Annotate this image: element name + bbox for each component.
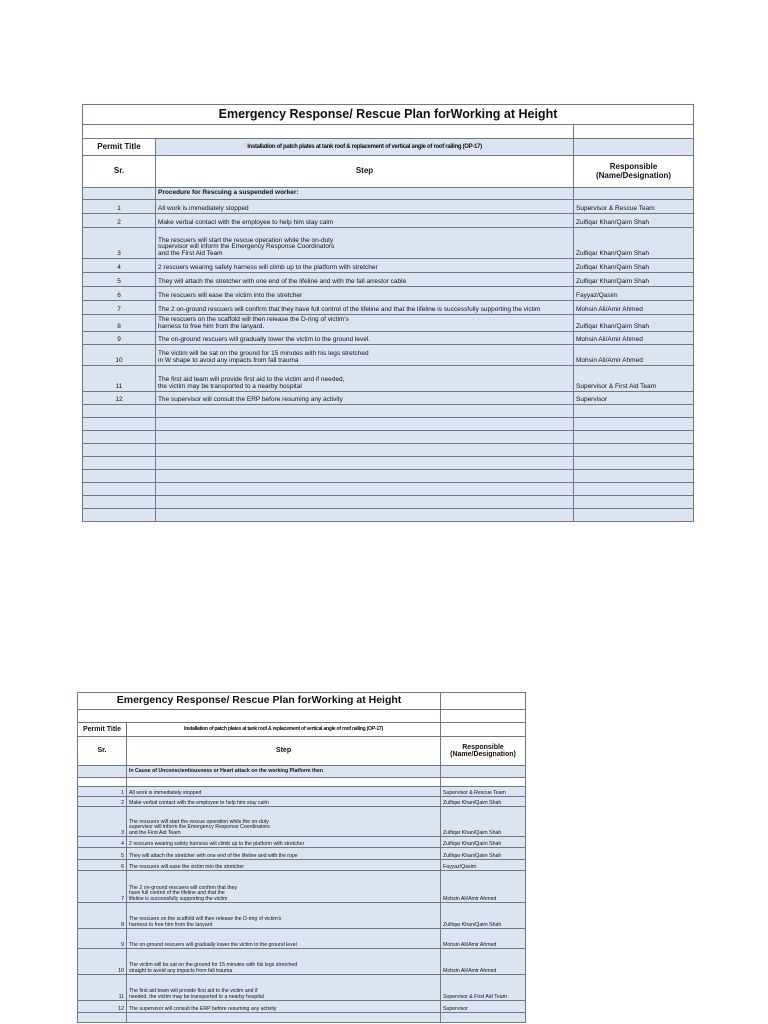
row-responsible[interactable]: Fayyaz/Qasim [574,287,694,301]
row-sr[interactable]: 3 [78,807,127,837]
row-step[interactable]: The supervisor will consult the ERP before resuming any activity [156,392,574,405]
procedure-heading[interactable]: In Cause of Unconscientiousness or Heart attack on the working Platform then [127,766,441,778]
row-responsible[interactable]: Zulfiqar Khan/Qaim Shah [441,848,526,860]
row-responsible[interactable]: Zulfiqar Khan/Qaim Shah [574,214,694,228]
row-step[interactable]: All work is immediately stopped [127,787,441,797]
row-responsible[interactable]: Mohsin Ali/Amir Ahmed [574,301,694,315]
empty-cell[interactable] [156,496,574,509]
empty-cell[interactable] [127,778,441,787]
row-responsible[interactable]: Zulfiqar Khan/Qaim Shah [574,273,694,287]
empty-cell[interactable] [156,431,574,444]
empty-cell[interactable] [83,405,156,418]
row-sr[interactable]: 3 [83,228,156,259]
row-sr[interactable]: 9 [78,929,127,949]
row-responsible[interactable]: Supervisor & Rescue Team [574,200,694,214]
column-header-step: Step [127,737,441,766]
row-responsible[interactable]: Zulfiqar Khan/Qaim Shah [441,837,526,848]
row-sr[interactable]: 8 [83,315,156,332]
row-responsible[interactable]: Zulfiqar Khan/Qaim Shah [441,797,526,807]
row-responsible[interactable]: Supervisor [441,1001,526,1013]
row-sr[interactable]: 1 [78,787,127,797]
row-step[interactable]: The rescuers on the scaffold will then release the D-ring of victim's harness to free him from the lanyard. [156,315,574,332]
row-step[interactable]: The 2 on-ground rescuers will confirm that they have full control of the lifeline and that the lifeline is successfully supporting the victim [127,871,441,903]
sheet-title: Emergency Response/ Rescue Plan forWorking at Height [83,105,694,125]
row-step[interactable]: The victim will be sat on the ground for 15 minutes with his legs stretched in W shape to avoid any impacts from fall trauma [156,345,574,366]
row-step[interactable]: Make verbal contact with the employee to help him stay calm [127,797,441,807]
row-step[interactable]: The rescuers on the scaffold will then release the D-ring of victim's harness to free him from the lanyard [127,903,441,929]
empty-cell[interactable] [156,405,574,418]
empty-cell[interactable] [83,509,156,522]
empty-cell[interactable] [83,444,156,457]
empty-cell[interactable] [574,418,694,431]
column-header-responsible: Responsible (Name/Designation) [574,156,694,188]
row-responsible[interactable]: Supervisor & Rescue Team [441,787,526,797]
blank-cell [78,710,441,723]
empty-cell[interactable] [83,483,156,496]
row-sr[interactable]: 7 [78,871,127,903]
row-sr[interactable]: 9 [83,332,156,345]
row-step[interactable]: The rescuers will ease the victim into the stretcher [127,860,441,871]
empty-cell[interactable] [83,418,156,431]
empty-cell[interactable] [156,483,574,496]
row-responsible[interactable]: Zulfiqar Khan/Qaim Shah [574,259,694,273]
row-sr[interactable]: 2 [78,797,127,807]
empty-cell[interactable] [83,470,156,483]
empty-cell[interactable] [83,457,156,470]
row-sr[interactable]: 12 [83,392,156,405]
row-step[interactable]: They will attach the stretcher with one end of the lifeline and with the fall arrestor cable [156,273,574,287]
empty-cell[interactable] [156,509,574,522]
empty-cell[interactable] [156,418,574,431]
rescue-plan-sheet-2 [77,692,526,1023]
row-step[interactable]: The victim will be sat on the ground for 15 minutes with his legs stretched straight to avoid any impacts from fall trauma [127,949,441,975]
empty-cell[interactable] [127,1013,441,1023]
row-sr[interactable]: 5 [83,273,156,287]
empty-cell[interactable] [574,509,694,522]
row-responsible[interactable]: Fayyaz/Qasim [441,860,526,871]
row-responsible[interactable]: Zulfiqar Khan/Qaim Shah [574,315,694,332]
row-sr[interactable]: 8 [78,903,127,929]
empty-cell[interactable] [83,431,156,444]
permit-title-label: Permit Title [78,723,127,737]
row-responsible[interactable]: Mohsin Ali/Amir Ahmed [441,929,526,949]
empty-cell[interactable] [574,483,694,496]
column-header-step: Step [156,156,574,188]
blank-cell [83,125,574,139]
row-responsible[interactable]: Mohsin Ali/Amir Ahmed [441,949,526,975]
blank-cell[interactable] [441,766,526,778]
empty-cell[interactable] [441,778,526,787]
row-sr[interactable]: 10 [83,345,156,366]
row-step[interactable]: The rescuers will start the rescue operation while the on-duty supervisor will inform the Emergency Response Coordinators and the First Aid Team [156,228,574,259]
empty-cell[interactable] [574,457,694,470]
empty-cell[interactable] [441,1013,526,1023]
empty-cell[interactable] [78,1013,127,1023]
blank-cell[interactable] [441,723,526,737]
empty-cell[interactable] [574,496,694,509]
empty-cell[interactable] [574,470,694,483]
row-responsible[interactable]: Mohsin Ali/Amir Ahmed [574,332,694,345]
column-header-responsible: Responsible (Name/Designation) [441,737,526,766]
row-responsible[interactable]: Mohsin Ali/Amir Ahmed [441,871,526,903]
empty-cell[interactable] [574,405,694,418]
row-sr[interactable]: 12 [78,1001,127,1013]
row-step[interactable]: The supervisor will consult the ERP before resuming any activity [127,1001,441,1013]
blank-cell[interactable] [83,188,156,200]
blank-cell [441,710,526,723]
empty-cell[interactable] [156,470,574,483]
row-responsible[interactable]: Supervisor & First Aid Team [574,366,694,392]
row-responsible[interactable]: Zulfiqar Khan/Qaim Shah [574,228,694,259]
row-step[interactable]: The 2 on-ground rescuers will confirm that they have full control of the lifeline and that the lifeline is successfully supporting the victim [156,301,574,315]
row-responsible[interactable]: Mohsin Ali/Amir Ahmed [574,345,694,366]
row-sr[interactable]: 7 [83,301,156,315]
row-responsible[interactable]: Zulfiqar Khan/Qaim Shah [441,903,526,929]
row-sr[interactable]: 6 [78,860,127,871]
column-header-sr: Sr. [78,737,127,766]
row-step[interactable]: The first aid team will provide first aid to the victim and if needed, the victim may be transported to a nearby hospital [156,366,574,392]
blank-cell [574,125,694,139]
blank-cell[interactable] [574,188,694,200]
permit-title-value[interactable]: Installation of patch plates at tank roof & replacement of vertical angle of roof railing (OP-17) [127,723,441,737]
row-responsible[interactable]: Supervisor & First Aid Team [441,975,526,1001]
row-step[interactable]: 2 rescuers wearing safety harness will climb up to the platform with stretcher [156,259,574,273]
empty-cell[interactable] [156,444,574,457]
row-step[interactable]: The on-ground rescuers will gradually lower the victim to the ground level [127,929,441,949]
row-sr[interactable]: 4 [83,259,156,273]
row-step[interactable]: Make verbal contact with the employee to help him stay calm [156,214,574,228]
row-sr[interactable]: 6 [83,287,156,301]
row-sr[interactable]: 1 [83,200,156,214]
sheet-title: Emergency Response/ Rescue Plan forWorking at Height [78,693,441,710]
row-responsible[interactable]: Zulfiqar Khan/Qaim Shah [441,807,526,837]
empty-cell[interactable] [156,457,574,470]
row-step[interactable]: They will attach the stretcher with one end of the lifeline and with the rope [127,848,441,860]
procedure-heading[interactable]: Procedure for Rescuing a suspended worker: [156,188,574,200]
row-sr[interactable]: 11 [83,366,156,392]
empty-cell[interactable] [78,778,127,787]
row-step[interactable]: The on-ground rescuers will gradually lower the victim to the ground level. [156,332,574,345]
row-sr[interactable]: 5 [78,848,127,860]
empty-cell[interactable] [574,431,694,444]
blank-cell [441,693,526,710]
row-responsible[interactable]: Supervisor [574,392,694,405]
row-step[interactable]: The first aid team will provide first aid to the victim and if needed, the victim may be transported to a nearby hospital [127,975,441,1001]
permit-title-value[interactable]: Installation of patch plates at tank roof & replacement of vertical angle of roof railing (OP-17) [156,139,574,156]
empty-cell[interactable] [83,496,156,509]
row-sr[interactable]: 11 [78,975,127,1001]
empty-cell[interactable] [574,444,694,457]
row-sr[interactable]: 4 [78,837,127,848]
rescue-plan-sheet-1 [82,104,694,522]
row-sr[interactable]: 10 [78,949,127,975]
column-header-sr: Sr. [83,156,156,188]
row-step[interactable]: All work is immediately stopped [156,200,574,214]
blank-cell[interactable] [78,766,127,778]
row-step[interactable]: 2 rescuers wearing safety harness will climb up to the platform with stretcher [127,837,441,848]
row-step[interactable]: The rescuers will start the rescue operation while the on-duty supervisor will inform the Emergency Response Coordinators and the First Aid Team [127,807,441,837]
blank-cell[interactable] [574,139,694,156]
row-sr[interactable]: 2 [83,214,156,228]
permit-title-label: Permit Title [83,139,156,156]
row-step[interactable]: The rescuers will ease the victim into the stretcher [156,287,574,301]
